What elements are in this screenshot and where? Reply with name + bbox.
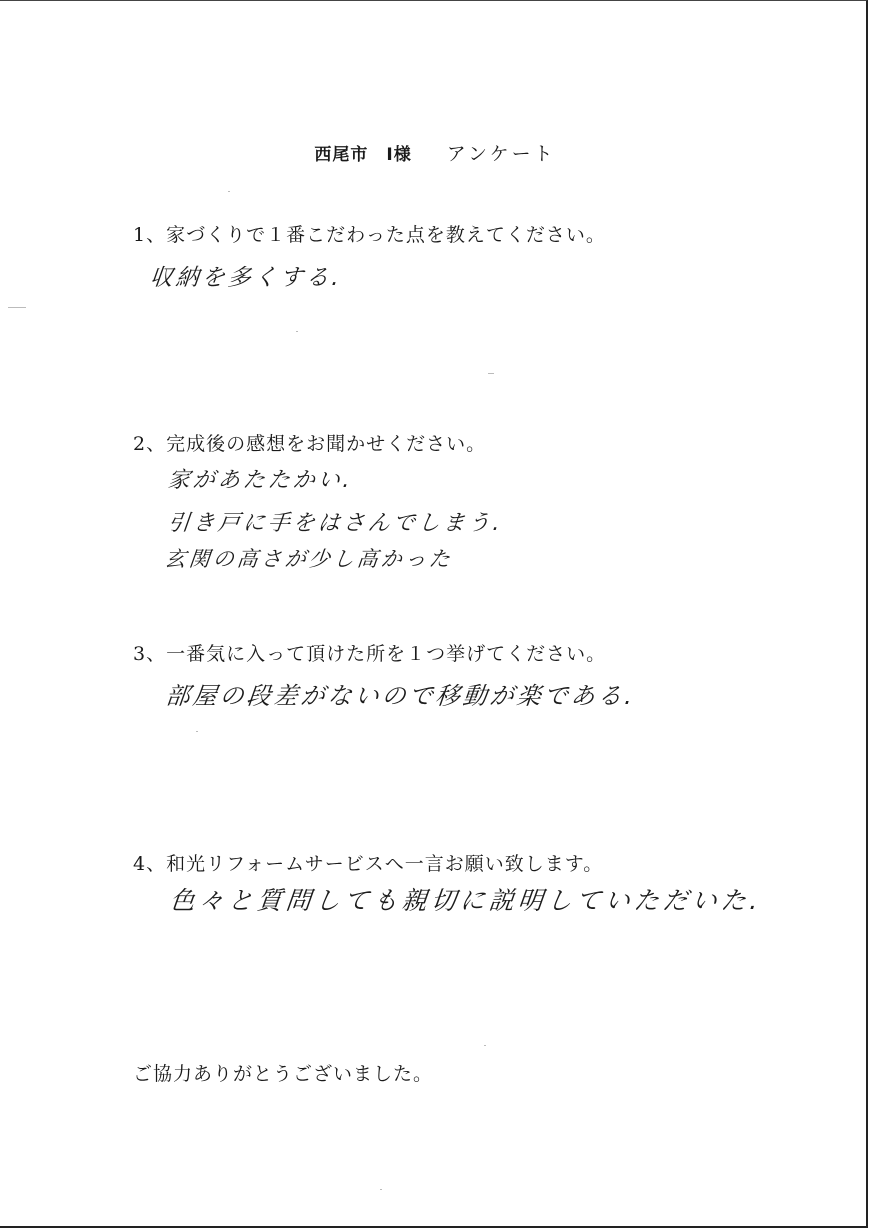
answer-2-line-3: 玄関の高さが少し高かった [163, 547, 455, 571]
answer-1-line-1: 収納を多くする. [148, 265, 344, 291]
thanks-message: ご協力ありがとうございました。 [133, 1063, 434, 1085]
scan-speck [488, 373, 494, 374]
scan-speck [228, 191, 230, 192]
question-2: 2、完成後の感想をお聞かせください。 [133, 433, 487, 455]
answer-4-line-1: 色々と質問しても親切に説明していただいた. [168, 886, 764, 915]
answer-2-line-2: 引き戸に手をはさんでしまう. [166, 511, 505, 536]
question-1: 1、家づくりで１番こだわった点を教えてください。 [133, 224, 606, 246]
survey-label: アンケート [446, 143, 556, 165]
question-4: 4、和光リフォームサービスへ一言お願い致します。 [133, 853, 604, 875]
scan-speck [8, 307, 26, 308]
answer-3-line-1: 部屋の段差がないので移動が楽である. [164, 682, 637, 710]
customer-name: 西尾市 I様 [314, 145, 412, 165]
answer-2-line-1: 家があたたかい. [166, 468, 355, 493]
question-3: 3、一番気に入って頂けた所を１つ挙げてください。 [133, 643, 607, 665]
page-title [0, 139, 870, 166]
scan-speck [196, 731, 198, 732]
scan-speck [380, 1189, 382, 1190]
scan-speck [484, 1045, 486, 1046]
scan-speck [296, 331, 298, 332]
